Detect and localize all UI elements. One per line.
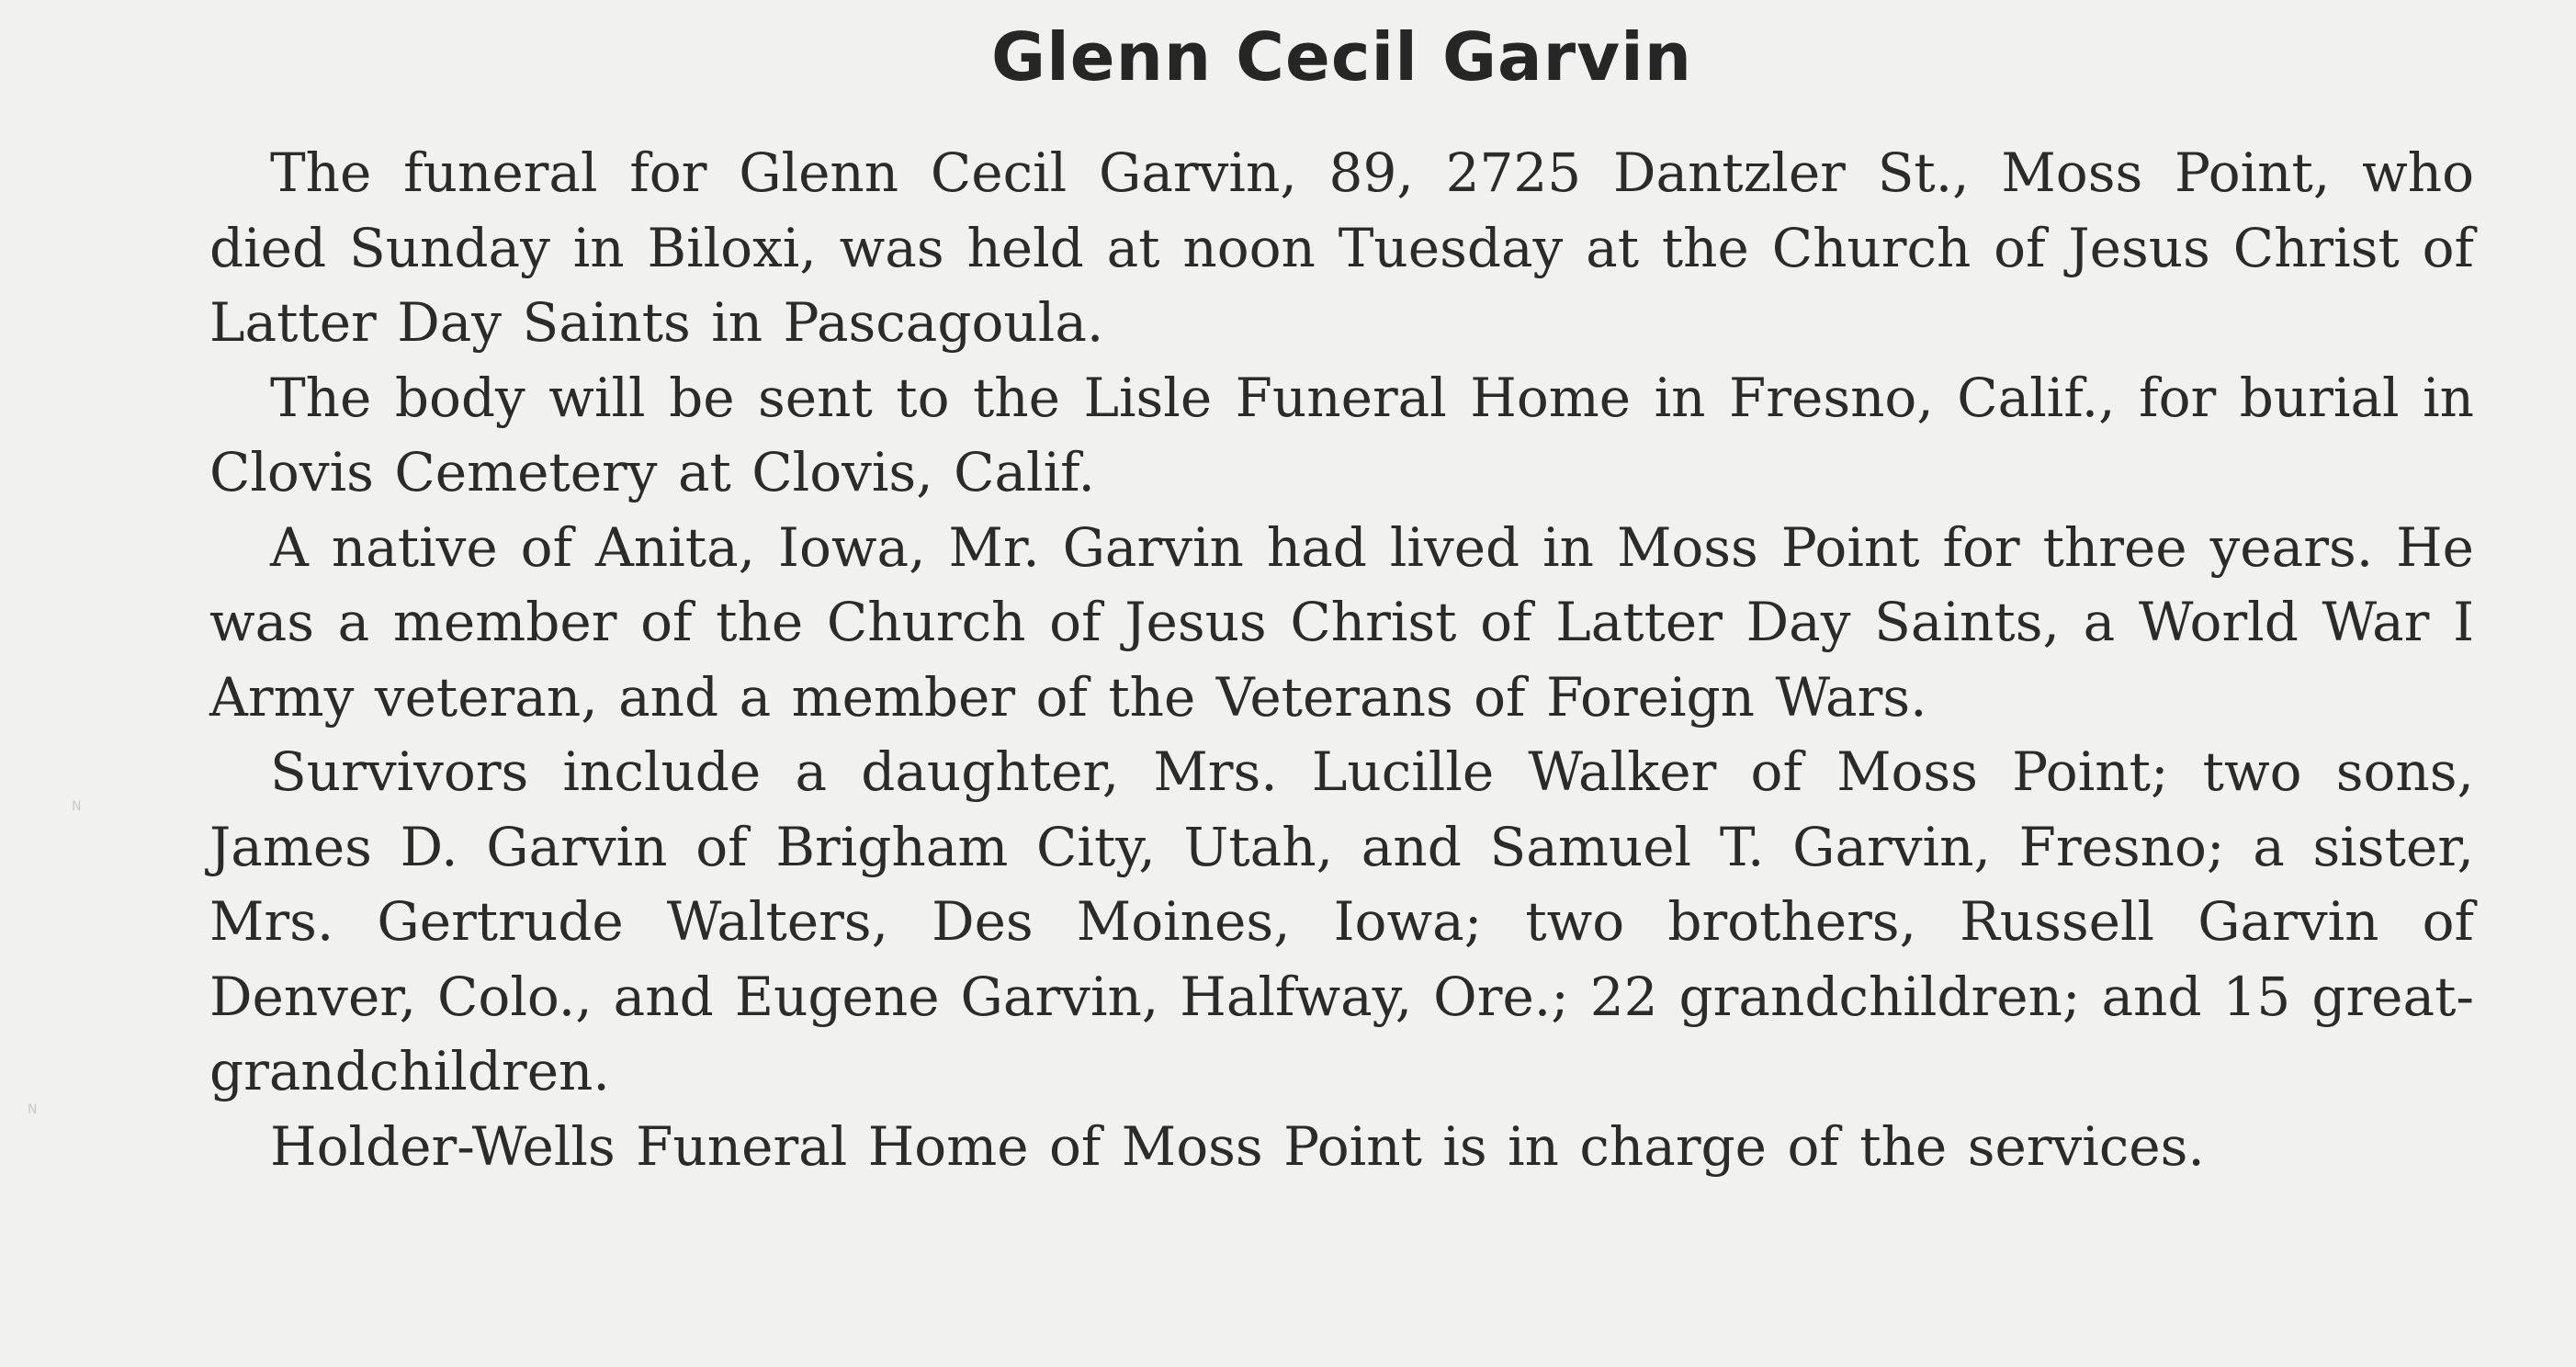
paragraph-survivors: Survivors include a daughter, Mrs. Lucille Walker of Moss Point; two sons, James D. Garvin of Brigham City, Utah, and Samuel T. Garvin, Fresno; a sister, Mrs. Gertrude Walters, Des Moines, Iowa; two brothers, Russell Garvin of Denver, Colo., and Eugene Garvin, Halfway, Ore.; 22 grandchildren; and 15 great-grandchildren. xyxy=(209,740,2474,1102)
obituary-headline: Glenn Cecil Garvin xyxy=(990,18,1693,96)
paragraph-arrangements: Holder-Wells Funeral Home of Moss Point is in charge of the services. xyxy=(270,1114,2205,1178)
margin-mark: N xyxy=(28,1102,38,1117)
obituary-article xyxy=(209,18,2474,1184)
paragraph-funeral: The funeral for Glenn Cecil Garvin, 89, 2725 Dantzler St., Moss Point, who died Sunday in Biloxi, was held at noon Tuesday at the Church of Jesus Christ of Latter Day Saints in Pascagoula. xyxy=(209,141,2474,354)
margin-mark: N xyxy=(72,799,82,814)
paragraph-biography: A native of Anita, Iowa, Mr. Garvin had lived in Moss Point for three years. He was a member of the Church of Jesus Christ of Latter Day Saints, a World War I Army veteran, and a member of the Veterans of Foreign Wars. xyxy=(209,515,2474,729)
paragraph-burial: The body will be sent to the Lisle Funeral Home in Fresno, Calif., for burial in Clovis Cemetery at Clovis, Calif. xyxy=(209,366,2474,503)
